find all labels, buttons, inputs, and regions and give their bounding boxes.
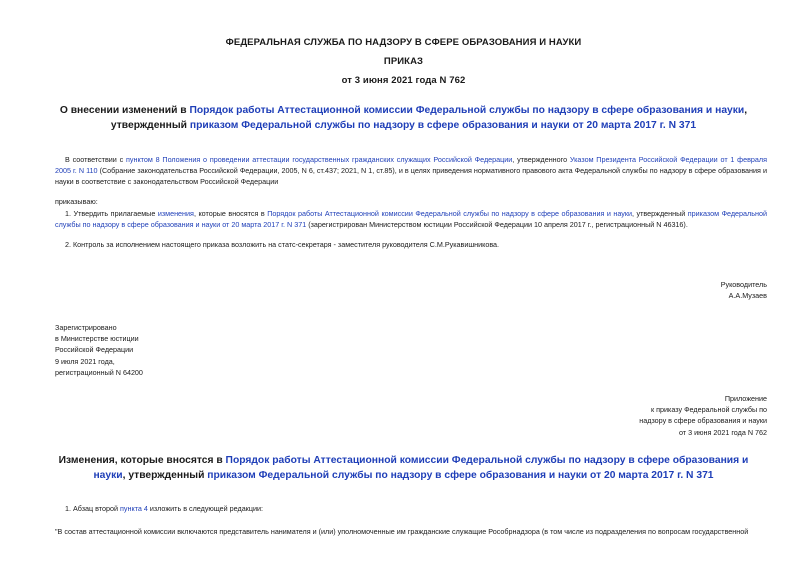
signature-role: Руководитель xyxy=(720,280,767,289)
title-middle: , утвержденный xyxy=(110,105,748,131)
link-changes[interactable]: изменения xyxy=(157,209,194,218)
link-procedure[interactable]: Порядок работы Аттестационной комиссии Федеральной службы по надзору в сфере образования и науки xyxy=(267,209,633,218)
link-presidential-decree[interactable]: Указом Президента Российской Федерации от 1 февраля 2005 г. N 110 xyxy=(55,155,767,176)
preamble-end: (Собрание законодательства Российской Федерации, 2005, N 6, ст.437; 2021, N 1, ст.85), и в целях приведения нормативного правового акта Федеральной службы по надзору в сфере образования и науки в соответствие с законодательством Российской Федерации xyxy=(55,166,767,187)
agency-name: ФЕДЕРАЛЬНАЯ СЛУЖБА ПО НАДЗОРУ В СФЕРЕ ОБРАЗОВАНИЯ И НАУКИ xyxy=(225,37,582,48)
order-word: приказываю: xyxy=(55,197,98,206)
registration-line: 9 июля 2021 года, xyxy=(55,356,115,366)
signature-name: А.А.Музаев xyxy=(728,291,767,301)
appendix-line: надзору в сфере образования и науки xyxy=(639,416,767,426)
preamble-paragraph xyxy=(55,154,767,188)
change-quote: "В состав аттестационной комиссии включаются представитель нанимателя и (или) уполномоченные им гражданские служащие Рособрнадзора (в том числе из подразделения по вопросам государственной xyxy=(55,527,749,536)
link-point-4[interactable]: пункта 4 xyxy=(120,504,148,513)
change1-end: изложить в следующей редакции: xyxy=(147,504,263,513)
changes-title-link-procedure[interactable]: Порядок работы Аттестационной комиссии Федеральной службы по надзору в сфере образования и науки xyxy=(93,455,749,481)
appendix-line: Приложение xyxy=(724,394,767,403)
registration-line: регистрационный N 64200 xyxy=(55,367,143,377)
registration-line: Зарегистрировано xyxy=(55,323,117,332)
changes-title-link-order[interactable]: приказом Федеральной службы по надзору в сфере образования и науки от 20 марта 2017 г. N 371 xyxy=(207,470,714,481)
link-order-371[interactable]: приказом Федеральной службы по надзору в сфере образования и науки от 20 марта 2017 г. N 371 xyxy=(55,209,767,230)
doc-type: ПРИКАЗ xyxy=(383,56,424,67)
title-link-order[interactable]: приказом Федеральной службы по надзору в сфере образования и науки от 20 марта 2017 г. N 371 xyxy=(189,120,697,131)
registration-line: Российской Федерации xyxy=(55,345,134,355)
title-prefix: О внесении изменений в xyxy=(59,105,190,116)
item1-mid2: , утвержденный xyxy=(632,209,688,218)
order-item-1 xyxy=(55,208,767,230)
item1-mid1: , которые вносятся в xyxy=(193,209,268,218)
change-item-1 xyxy=(65,503,263,514)
preamble-start: В соответствии с xyxy=(65,155,126,164)
order-item-2: 2. Контроль за исполнением настоящего приказа возложить на статс-секретаря - заместителя руководителя С.М.Рукавишникова. xyxy=(65,240,500,249)
appendix-block xyxy=(639,393,767,438)
link-regulation-point-8[interactable]: пунктом 8 Положения о проведении аттестации государственных гражданских служащих Российской Федерации xyxy=(126,155,513,164)
item1-end: (зарегистрирован Министерством юстиции Российской Федерации 10 апреля 2017 г., регистрационный N 46316). xyxy=(306,220,688,230)
item1-start: 1. Утвердить прилагаемые xyxy=(65,209,158,218)
changes-title-prefix: Изменения, которые вносятся в xyxy=(58,455,226,466)
appendix-line: от 3 июня 2021 года N 762 xyxy=(678,427,767,437)
appendix-line: к приказу Федеральной службы по xyxy=(651,405,767,415)
doc-title xyxy=(55,103,752,133)
title-link-procedure[interactable]: Порядок работы Аттестационной комиссии Федеральной службы по надзору в сфере образования и науки xyxy=(189,105,745,116)
doc-date: от 3 июня 2021 года N 762 xyxy=(341,75,466,86)
registration-block xyxy=(55,322,143,378)
change1-start: 1. Абзац второй xyxy=(65,504,121,513)
changes-title-middle: , утвержденный xyxy=(122,470,208,481)
preamble-mid: , утвержденного xyxy=(512,155,570,164)
changes-title xyxy=(55,453,752,483)
registration-line: в Министерстве юстиции xyxy=(55,334,139,344)
signature-block xyxy=(721,279,767,301)
